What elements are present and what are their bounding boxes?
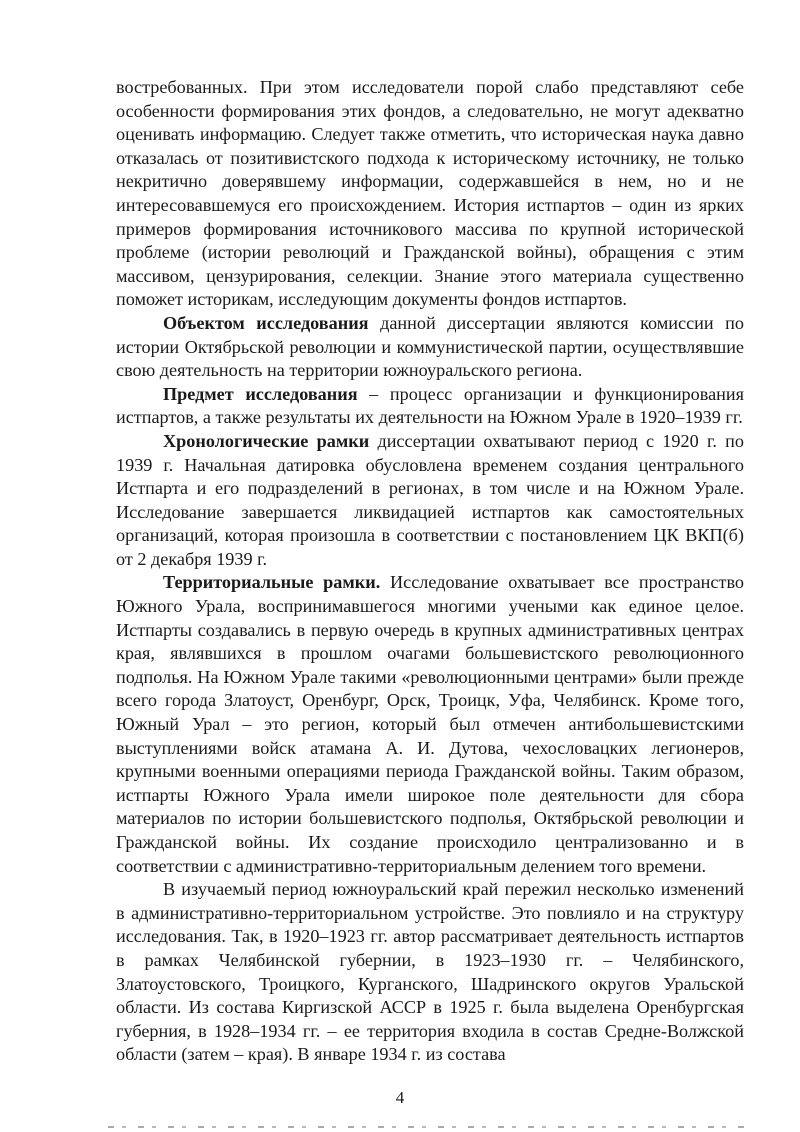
paragraph-object-of-study — [116, 312, 744, 383]
paragraph-text: В изучаемый период южноуральский край пережил несколько изменений в административно-территориальном устройстве. Это повлияло и на структуру исследования. Так, в 1920–1923 гг. автор рассматривает деятельность истпартов в рамках Челябинской губернии, в 1923–1930 гг. – Челябинского, Златоустовского, Троицкого, Курганского, Шадринского округов Уральской области. Из состава Киргизской АССР в 1925 г. была выделена Оренбургская губерния, в 1928–1934 гг. – ее территория входила в состав Средне-Волжской области (затем – края). В январе 1934 г. из состава — [116, 879, 744, 1065]
paragraph-chronological-scope — [116, 430, 744, 572]
paragraph-lead: Объектом исследования — [163, 312, 369, 333]
page-number: 4 — [395, 1088, 405, 1107]
paragraph-lead: Территориальные рамки. — [163, 572, 381, 593]
paragraph-lead: Предмет исследования — [163, 383, 358, 404]
scan-edge-artifact — [108, 1126, 744, 1128]
paragraph-territorial-scope — [116, 571, 744, 878]
paragraph-continuation — [116, 76, 744, 312]
paragraph-subject-of-study — [116, 383, 744, 430]
paragraph-text: диссертации охватывают период с 1920 г. по 1939 г. Начальная датировка обусловлена временем создания центрального Истпарта и его подразделений в регионах, в том числе и на Южном Урале. Исследование завершается ликвидацией истпартов как самостоятельных организаций, которая произошла в соответствии с постановлением ЦК ВКП(б) от 2 декабря 1939 г. — [116, 430, 744, 569]
paragraph-text: – процесс организации и функционирования истпартов, а также результаты их деятельности на Южном Урале в 1920–1939 гг. — [116, 383, 744, 428]
paragraph-administrative-changes — [116, 878, 744, 1067]
paragraph-text: востребованных. При этом исследователи порой слабо представляют себе особенности формирования этих фондов, а следовательно, не могут адекватно оценивать информацию. Следует также отметить, что историческая наука давно отказалась от позитивистского подхода к историческому источнику, не только некритично доверявшему информации, содержавшейся в нем, но и не интересовавшемуся его происхождением. История истпартов – один из ярких примеров формирования источникового массива по крупной исторической проблеме (истории революций и Гражданской войны), обращения с этим массивом, цензурирования, селекции. Знание этого материала существенно поможет историкам, исследующим документы фондов истпартов. — [116, 77, 744, 310]
paragraph-text: данной диссертации являются комиссии по истории Октябрьской революции и коммунистической партии, осуществлявшие свою деятельность на территории южноуральского региона. — [116, 312, 744, 381]
paragraph-text: Исследование охватывает все пространство Южного Урала, воспринимавшегося многими учеными как единое целое. Истпарты создавались в первую очередь в крупных административных центрах края, являвшихся в прошлом очагами большевистского революционного подполья. На Южном Урале такими «революционными центрами» были прежде всего города Златоуст, Оренбург, Орск, Троицк, Уфа, Челябинск. Кроме того, Южный Урал – это регион, который был отмечен антибольшевистскими выступлениями войск атамана А. И. Дутова, чехословацких легионеров, крупными военными операциями периода Гражданской войны. Таким образом, истпарты Южного Урала имели широкое поле деятельности для сбора материалов по истории большевистского подполья, Октябрьской революции и Гражданской войны. Их создание происходило централизованно и в соответствии с административно-территориальным делением того времени. — [116, 572, 744, 876]
paragraph-lead: Хронологические рамки — [163, 430, 370, 451]
document-page — [116, 76, 744, 1067]
